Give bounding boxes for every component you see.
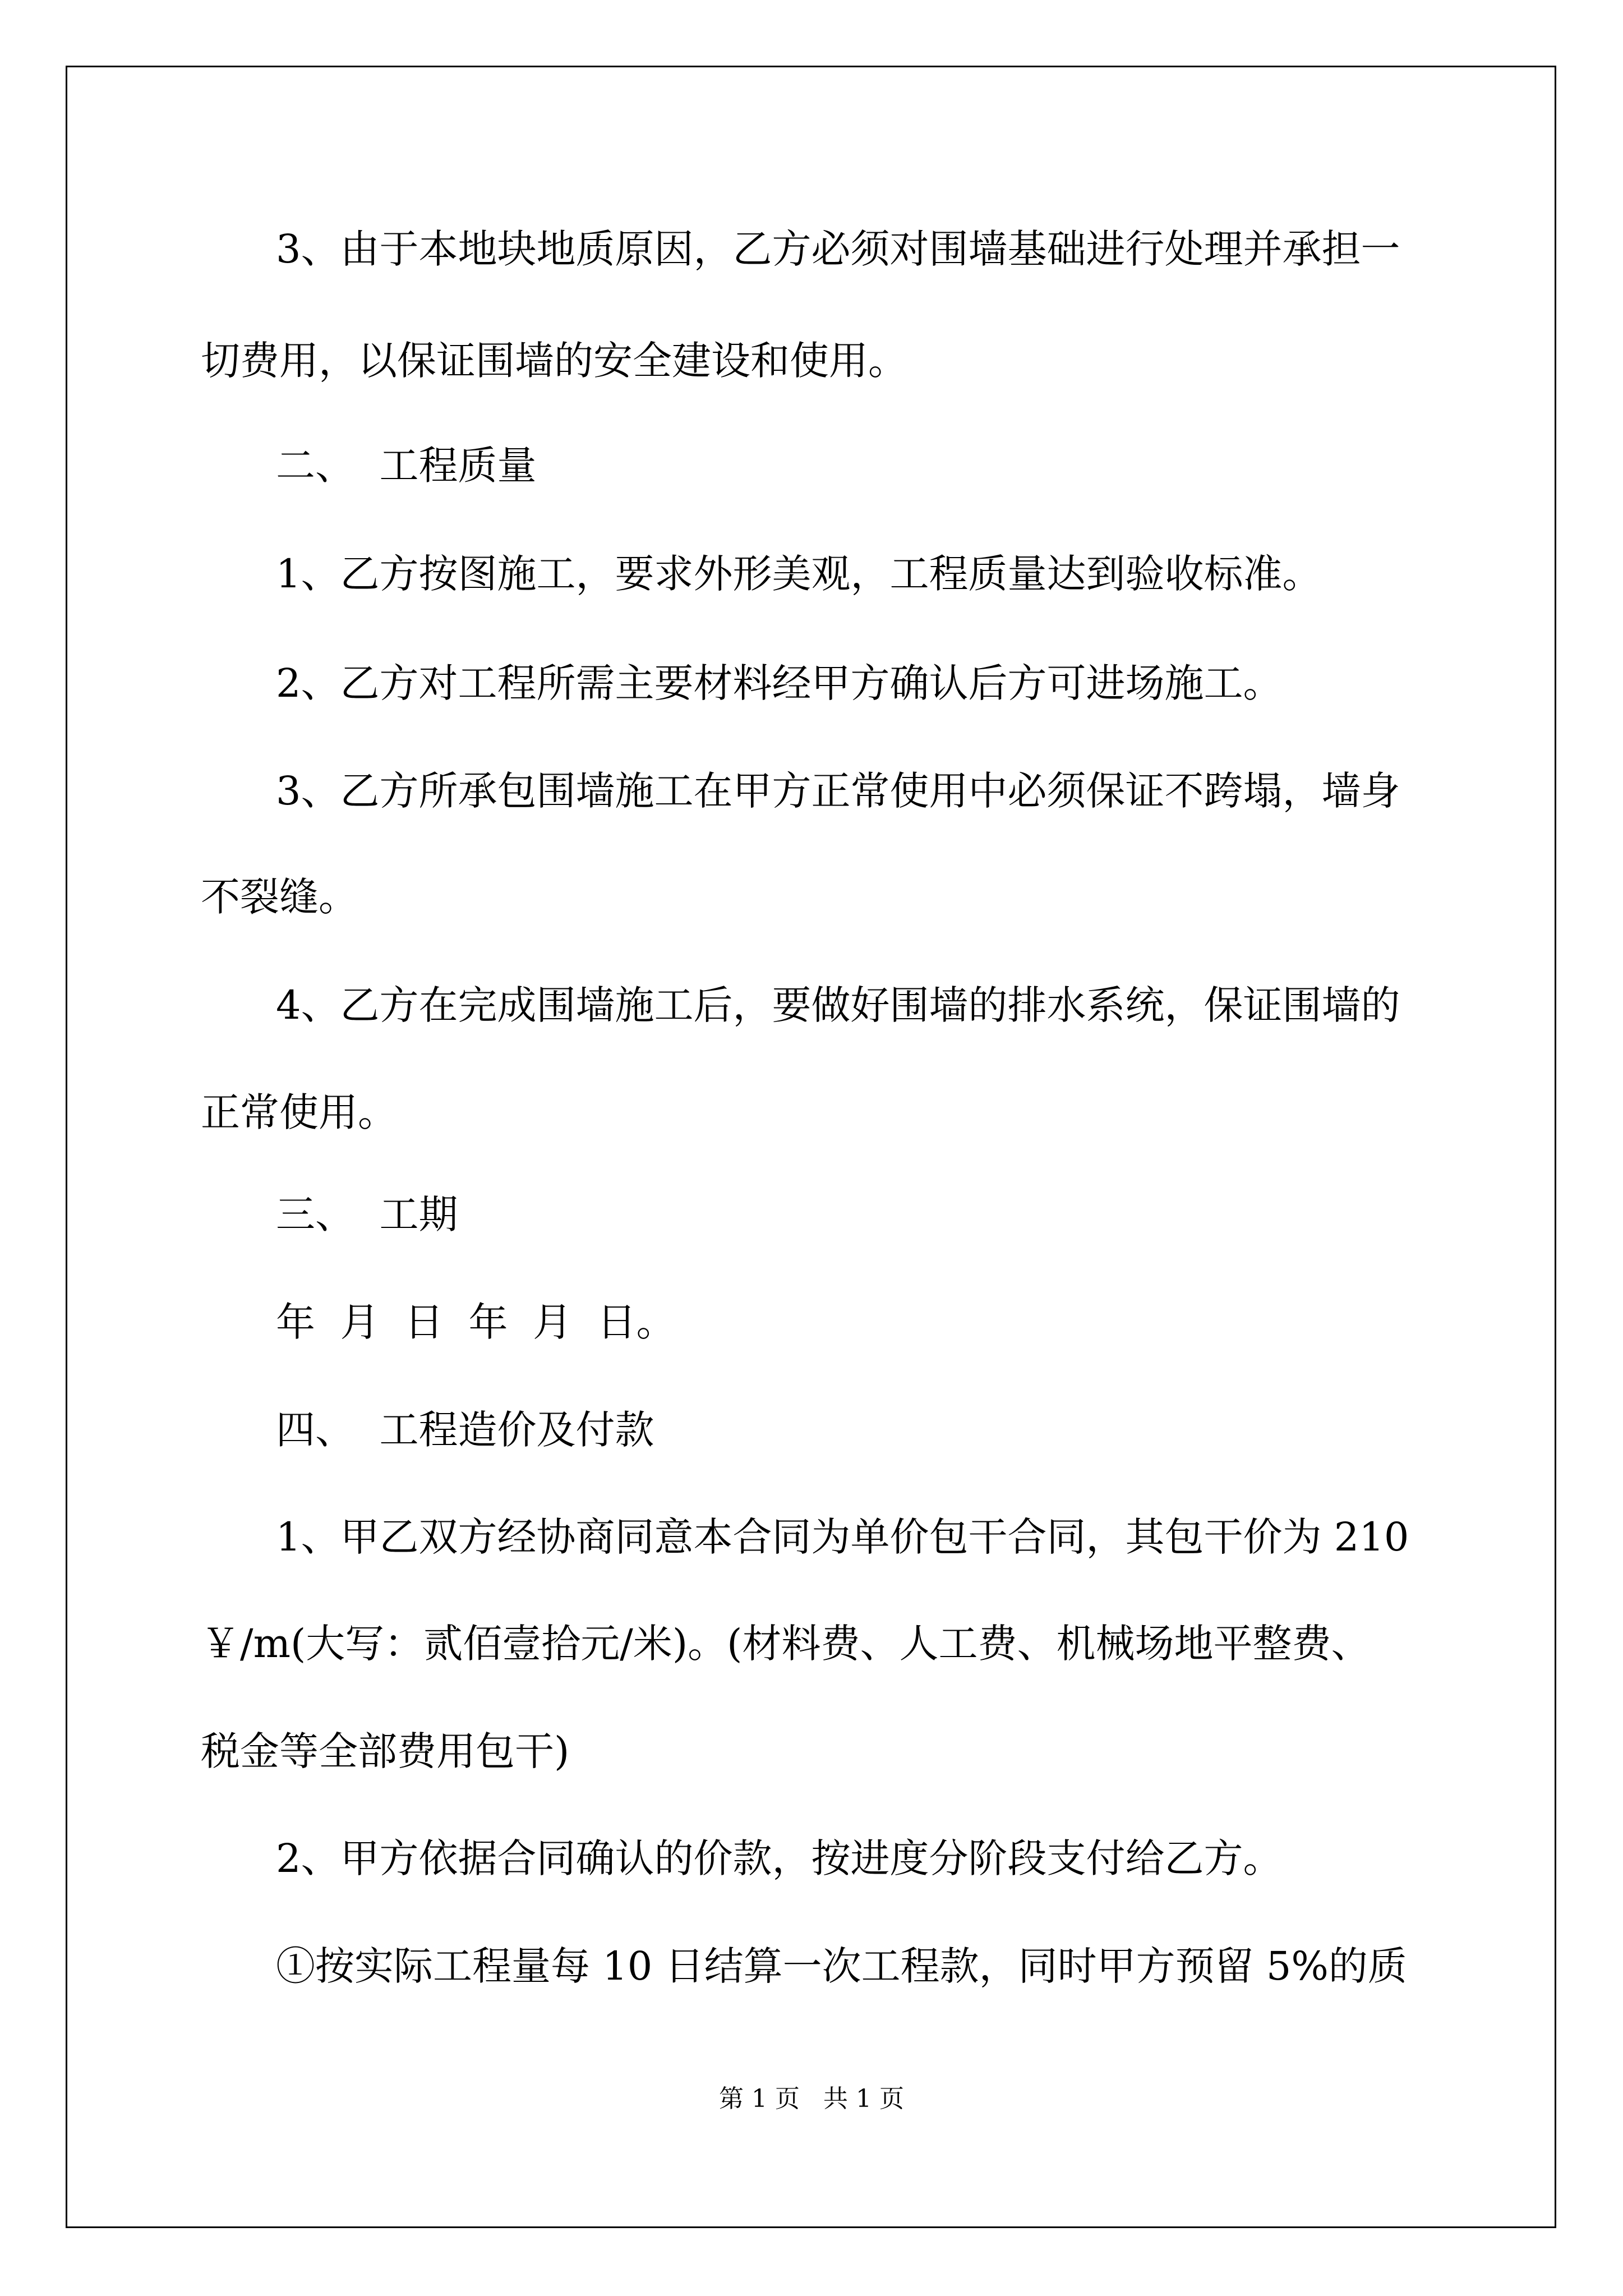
- page-footer: 第 1 页 共 1 页: [719, 2085, 904, 2113]
- section-heading: 三、 工期: [276, 1191, 458, 1237]
- text-line: ￥/m(大写：贰佰壹拾元/米)。(材料费、人工费、机械场地平整费、: [201, 1621, 1371, 1667]
- text-line: 正常使用。: [201, 1089, 397, 1135]
- section-heading: 二、 工程质量: [276, 443, 537, 489]
- section-heading: 四、 工程造价及付款: [276, 1407, 654, 1453]
- text-line: 2、乙方对工程所需主要材料经甲方确认后方可进场施工。: [276, 660, 1283, 706]
- text-line: 不裂缝。: [201, 874, 358, 920]
- page-border: [66, 66, 1556, 2228]
- text-line: 3、乙方所承包围墙施工在甲方正常使用中必须保证不跨塌，墙身: [276, 768, 1400, 814]
- text-line: 2、甲方依据合同确认的价款，按进度分阶段支付给乙方。: [276, 1835, 1283, 1881]
- text-line: 1、乙方按图施工，要求外形美观，工程质量达到验收标准。: [276, 551, 1322, 597]
- text-line: 税金等全部费用包干): [201, 1728, 570, 1774]
- text-line: 切费用，以保证围墙的安全建设和使用。: [201, 338, 907, 384]
- text-line: 1、甲乙双方经协商同意本合同为单价包干合同，其包干价为 210: [276, 1514, 1409, 1560]
- text-line: ①按实际工程量每 10 日结算一次工程款，同时甲方预留 5%的质: [276, 1943, 1407, 1989]
- text-line: 3、由于本地块地质原因，乙方必须对围墙基础进行处理并承担一: [276, 226, 1400, 272]
- text-line: 年 月 日 年 月 日。: [276, 1299, 676, 1345]
- text-line: 4、乙方在完成围墙施工后，要做好围墙的排水系统，保证围墙的: [276, 982, 1400, 1028]
